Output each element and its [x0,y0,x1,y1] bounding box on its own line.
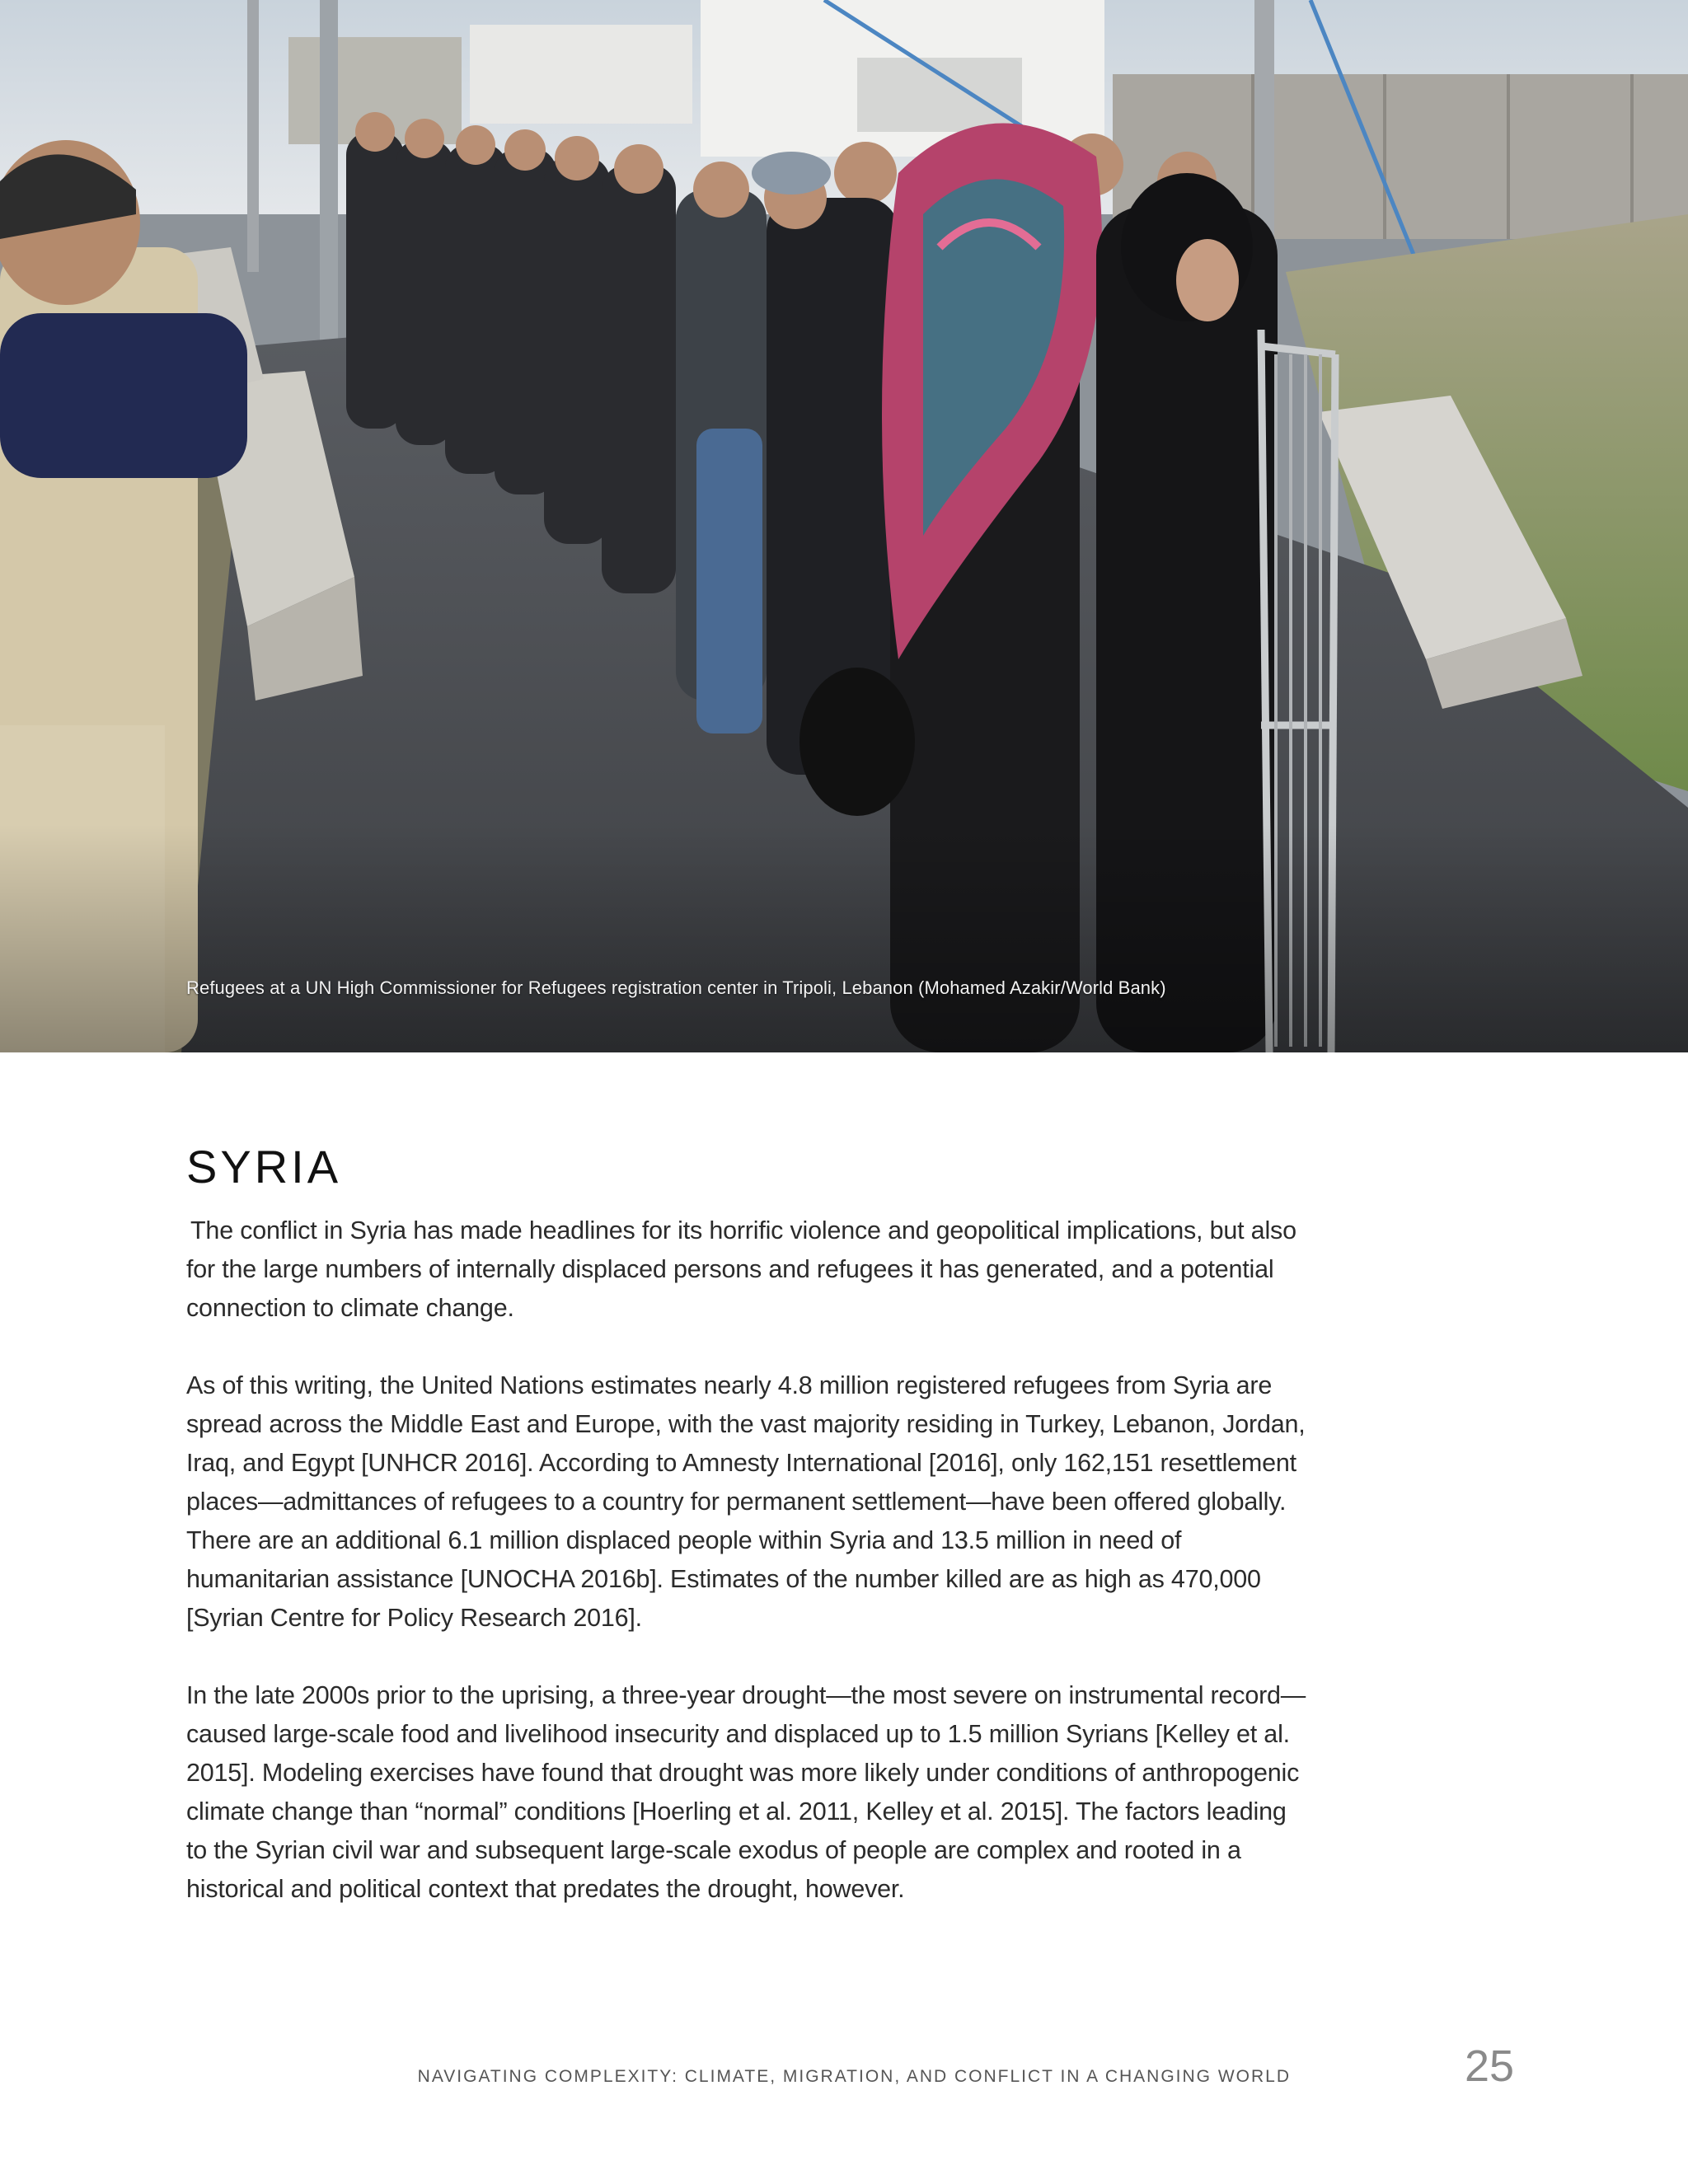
section-title: SYRIA [186,1141,342,1193]
running-footer-title: NAVIGATING COMPLEXITY: CLIMATE, MIGRATION, AND CONFLICT IN A CHANGING WORLD [417,2067,1291,2086]
photo-caption: Refugees at a UN High Commissioner for Refugees registration center in Tripoli, Lebanon (Mohamed Azakir/World Bank) [186,977,1166,998]
paragraph-drought-context: In the late 2000s prior to the uprising, a three-year drought—the most severe on instrumental record—caused large-scale food and livelihood insecurity and displaced up to 1.5 million Syrians [Kelley et al. 2015]. Modeling exercises have found that drought was more likely under conditions of anthropogenic climate change than “normal” conditions [Hoerling et al. 2011, Kelley et al. 2015]. The factors leading to the Syrian civil war and subsequent large-scale exodus of people are complex and rooted in a historical and political context that predates the drought, however. [186,1681,1306,1903]
paragraph-intro: The conflict in Syria has made headlines for its horrific violence and geopolitical implications, but also for the large numbers of internally displaced persons and refugees it has generated, and a potential connection to climate change. [186,1216,1296,1322]
header-photo [0,0,1688,1052]
page-number: 25 [1465,2041,1515,2091]
article [186,1141,1307,1947]
paragraph-refugee-statistics: As of this writing, the United Nations estimates nearly 4.8 million registered refugees from Syria are spread across the Middle East and Europe, with the vast majority residing in Turkey, Lebanon, Jordan, Iraq, and Egypt [UNHCR 2016]. According to Amnesty International [2016], only 162,151 resettlement places—admittances of refugees to a country for permanent settlement—have been offered globally. There are an additional 6.1 million displaced people within Syria and 13.5 million in need of humanitarian assistance [UNOCHA 2016b]. Estimates of the number killed are as high as 470,000 [Syrian Centre for Policy Research 2016]. [186,1371,1306,1632]
refugee-line-photo [0,0,1688,1052]
